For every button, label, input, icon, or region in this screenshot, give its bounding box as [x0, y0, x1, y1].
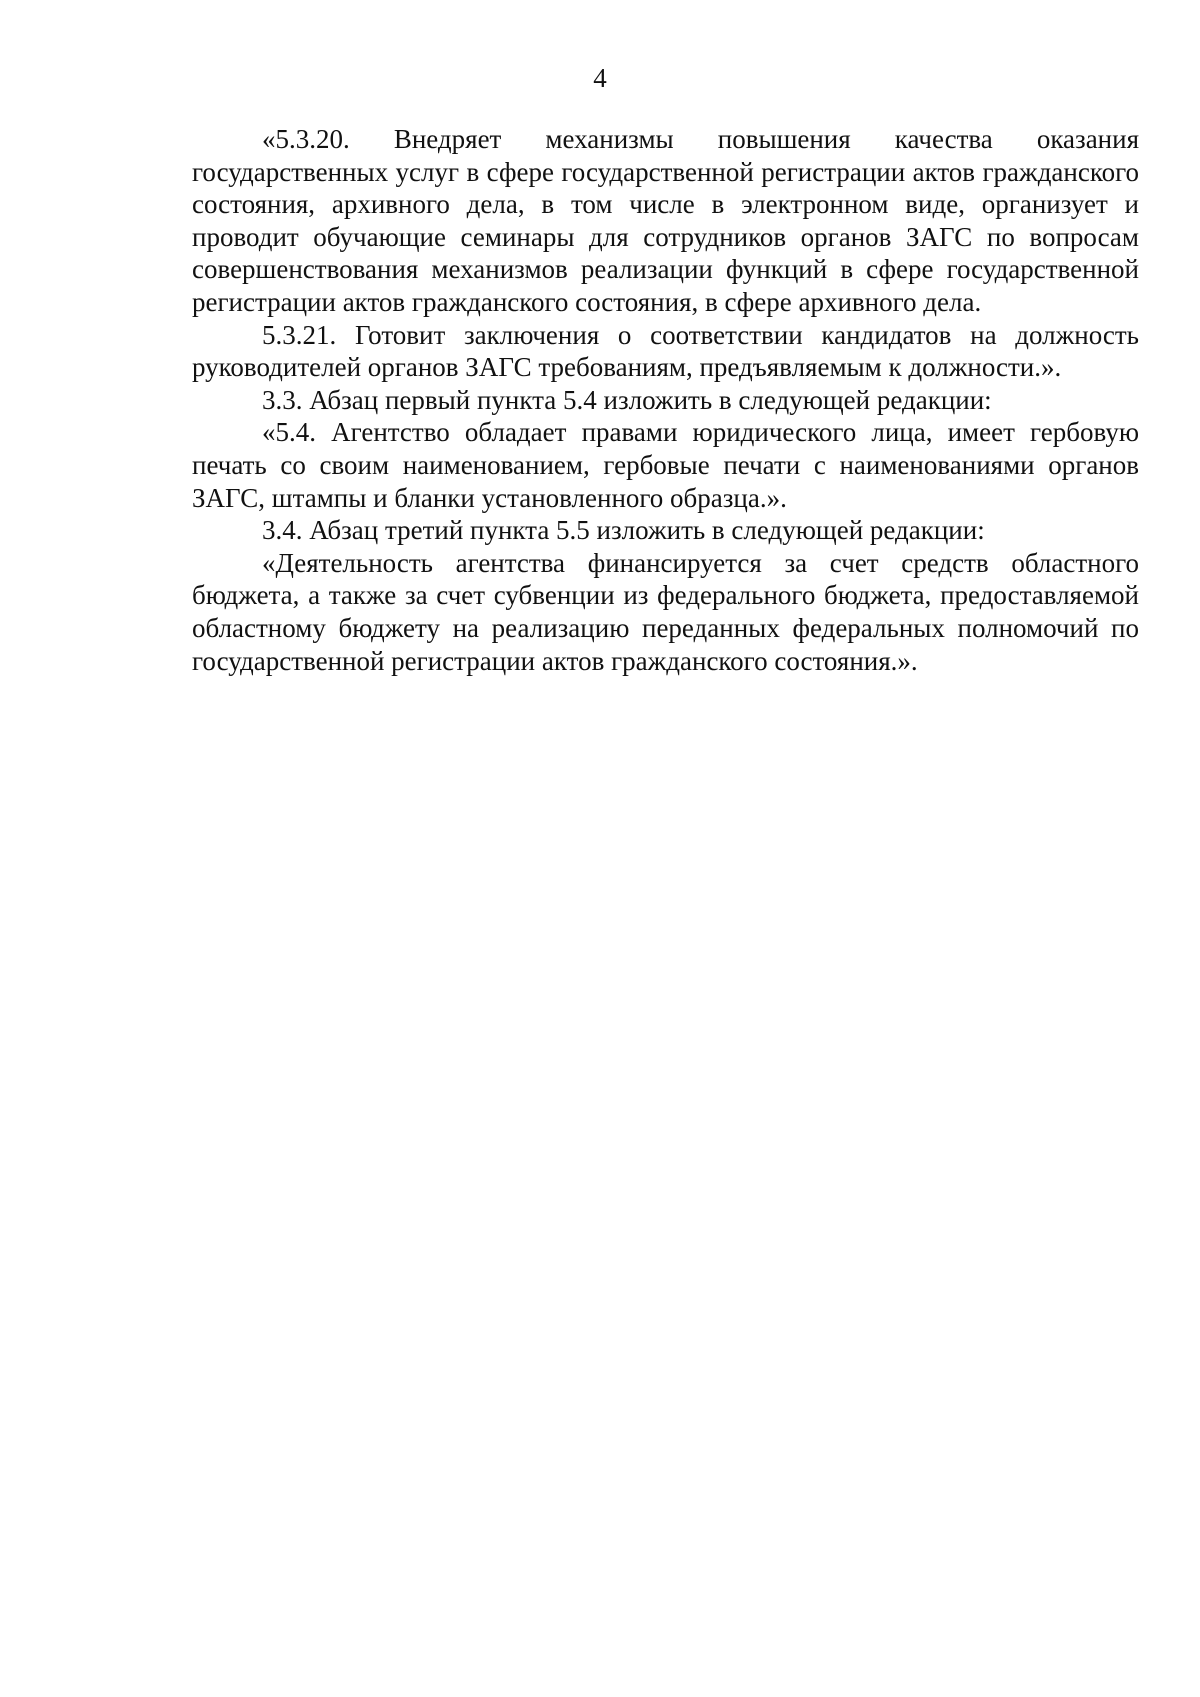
document-body [192, 123, 1139, 677]
paragraph-financing: «Деятельность агентства финансируется за счет средств областного бюджета, а также за счет субвенции из федерального бюджета, предоставляемой областному бюджету на реализацию переданных федеральных полномочий по государственной регистрации актов гражданского состояния.». [192, 547, 1139, 676]
paragraph-5-3-21: 5.3.21. Готовит заключения о соответствии кандидатов на должность руководителей органов ЗАГС требованиям, предъявляемым к должности.». [192, 319, 1139, 383]
paragraph-3-4: 3.4. Абзац третий пункта 5.5 изложить в следующей редакции: [262, 515, 985, 546]
paragraph-5-3-20: «5.3.20. Внедряет механизмы повышения качества оказания государственных услуг в сфере государственной регистрации актов гражданского состояния, архивного дела, в том числе в электронном виде, организует и проводит обучающие семинары для сотрудников органов ЗАГС по вопросам совершенствования механизмов реализации функций в сфере государственной регистрации актов гражданского состояния, в сфере архивного дела. [192, 124, 1139, 317]
page-number: 4 [593, 63, 607, 93]
paragraph-3-3: 3.3. Абзац первый пункта 5.4 изложить в следующей редакции: [262, 384, 992, 415]
paragraph-5-4: «5.4. Агентство обладает правами юридического лица, имеет гербовую печать со своим наименованием, гербовые печати с наименованиями органов ЗАГС, штампы и бланки установленного образца.». [192, 417, 1139, 513]
